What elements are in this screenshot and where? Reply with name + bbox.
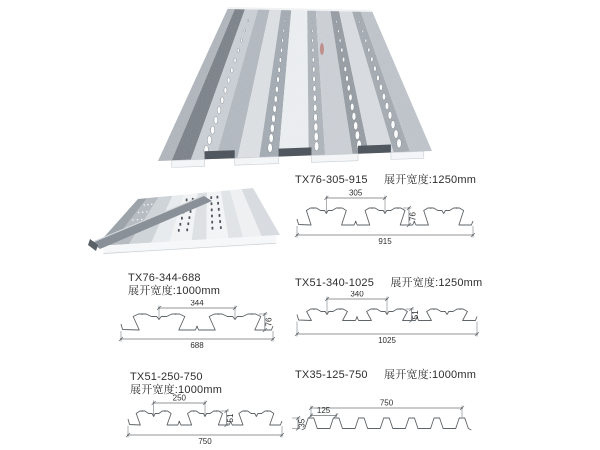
main-product-photo [95,0,505,175]
diagram-title [295,277,488,290]
secondary-product-photo [88,183,288,259]
svg-text:340: 340 [350,291,364,299]
diagram-tx51-250-750 [122,371,292,450]
diagram-tx76-305-915 [288,174,486,252]
svg-text:688: 688 [190,341,204,350]
svg-text:51: 51 [225,413,235,423]
svg-text:305: 305 [348,188,363,198]
unfold-width-label: 展开宽度:1000mm [128,285,221,297]
profile-drawing [288,291,488,351]
svg-text:915: 915 [378,237,392,246]
profile-drawing [118,300,286,356]
unfold-width-label: 展开宽度:1250mm [384,174,477,186]
diagram-title [295,174,486,187]
profile-drawing [288,383,486,439]
unfold-width-label: 展开宽度:1000mm [384,369,477,381]
diagram-title [128,272,286,298]
svg-text:250: 250 [172,394,187,403]
diagram-tx76-344-688 [118,272,286,356]
svg-text:76: 76 [264,317,274,327]
model-code: TX76-344-688 [128,272,201,284]
svg-text:344: 344 [190,300,204,308]
svg-text:125: 125 [316,406,331,415]
diagram-tx51-340-1025 [288,277,488,351]
svg-text:51: 51 [410,310,420,320]
svg-text:76: 76 [408,212,418,221]
model-code: TX51-340-1025 [295,277,375,289]
svg-text:35: 35 [297,418,307,428]
diagram-title [295,369,486,382]
diagram-tx35-125-750 [288,369,486,439]
svg-text:1025: 1025 [378,336,396,345]
unfold-width-label: 展开宽度:1250mm [390,277,483,289]
model-code: TX51-250-750 [130,371,203,383]
unfold-width-label: 展开宽度:1000mm [130,384,223,396]
svg-text:750: 750 [379,398,394,408]
profile-drawing [288,188,486,252]
model-code: TX76-305-915 [295,174,368,186]
profile-drawing [122,394,292,450]
model-code: TX35-125-750 [295,369,368,381]
svg-text:750: 750 [198,437,212,446]
